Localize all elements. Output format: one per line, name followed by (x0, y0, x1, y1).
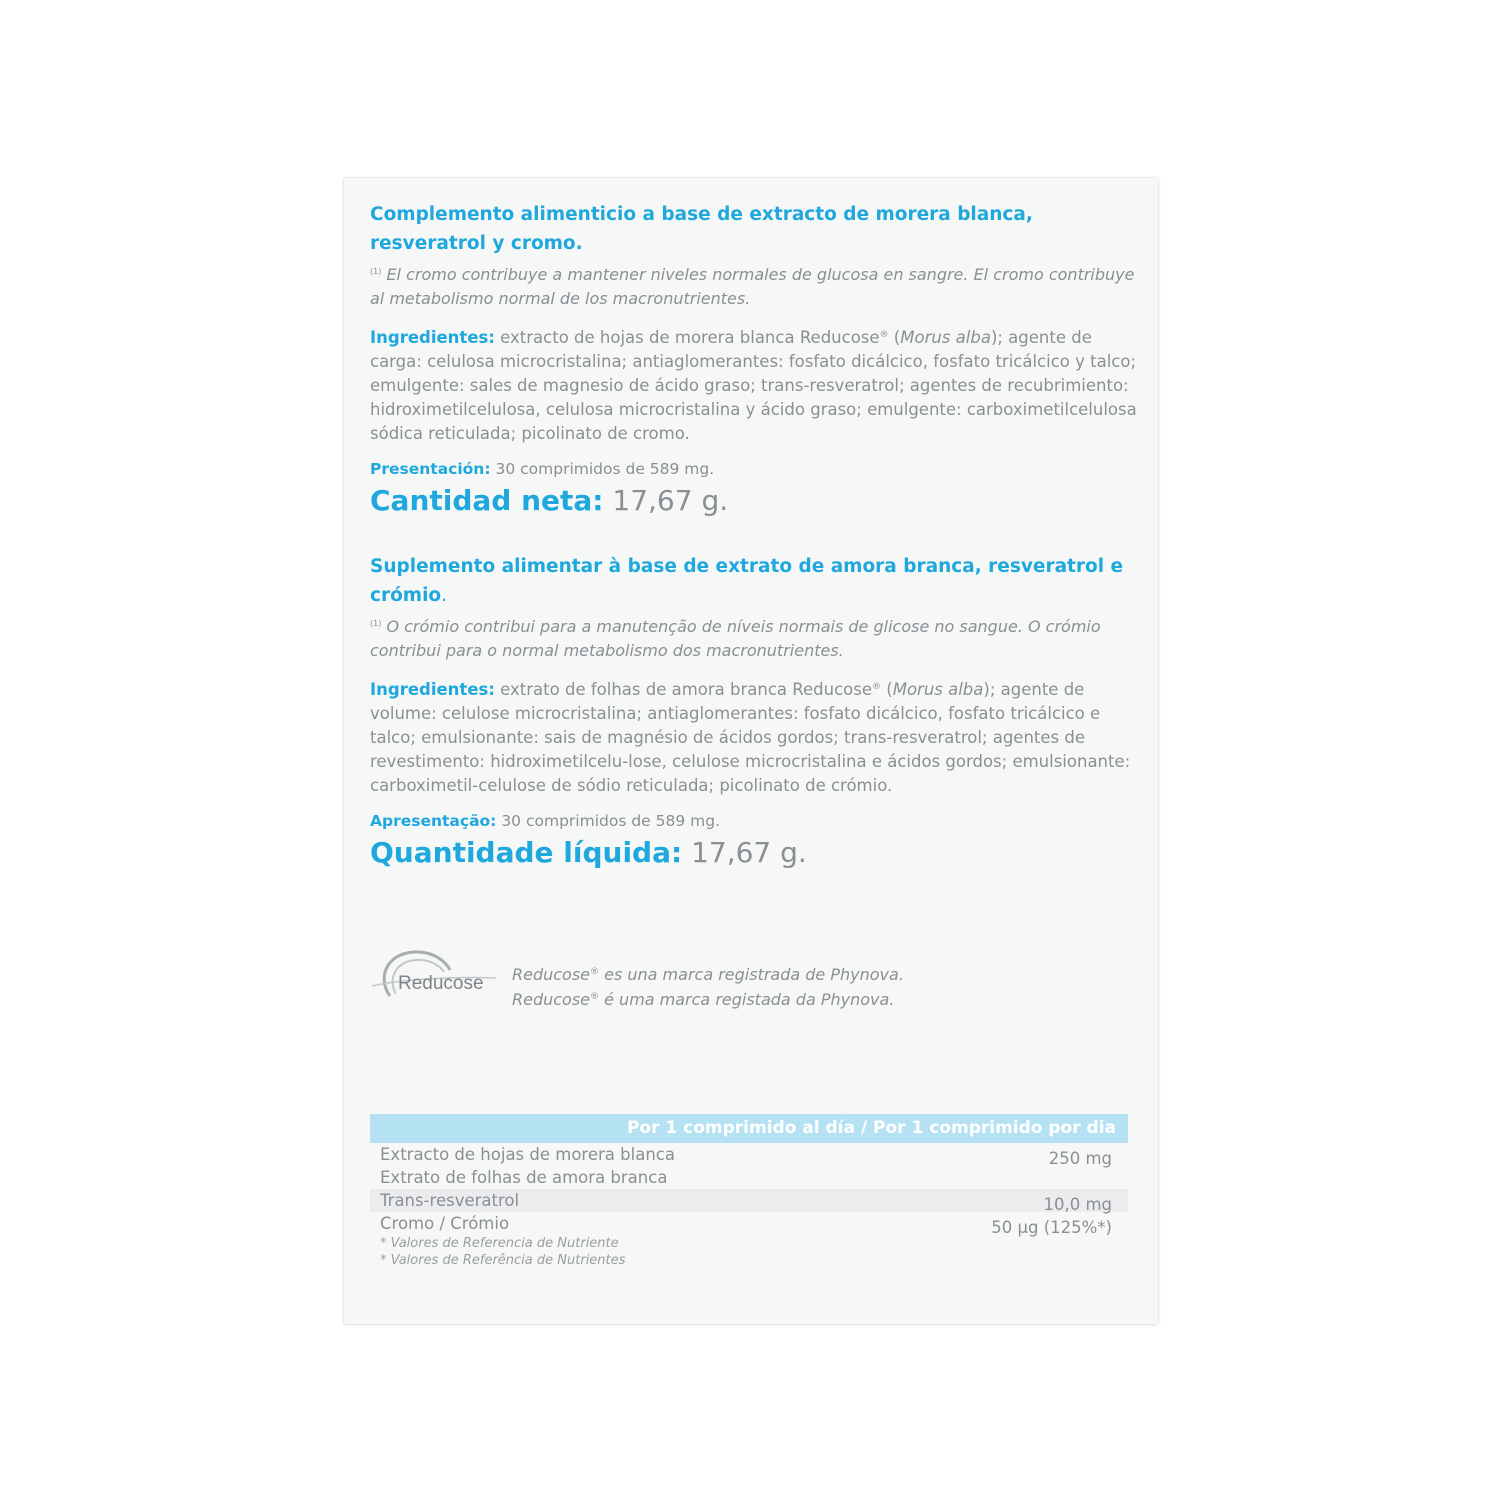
ingredients-text-es-b: ( (888, 328, 901, 347)
net-value-es: 17,67 g. (603, 484, 729, 517)
claim-text-es: El cromo contribuye a mantener niveles normales de glucosa en sangre. El cromo contribuye al metabolismo normal de los macronutrientes. (370, 265, 1135, 308)
health-claim-es (370, 260, 1140, 311)
presentation-label-es: Presentación: (370, 460, 491, 478)
footnote-pt: * Valores de Referência de Nutrientes (380, 1253, 626, 1268)
registered-mark: ® (879, 330, 889, 340)
ingredients-pt (370, 675, 1140, 798)
ingredients-text-pt-a: extrato de folhas de amora branca Reducose (494, 680, 873, 699)
nutrition-row (370, 1166, 1128, 1189)
net-label-pt: Quantidade líquida: (370, 836, 683, 869)
section-es (370, 200, 1140, 520)
claim-mark-es: (1) (370, 267, 382, 276)
nutrition-row (370, 1212, 1128, 1235)
trademark-row (368, 940, 1068, 1010)
section-pt (370, 552, 1140, 872)
trademark-es-text: es una marca registrada de Phynova. (599, 965, 904, 984)
ingredients-text-pt-b: ( (881, 680, 893, 699)
registered-mark: ® (590, 967, 600, 977)
heading-pt (370, 552, 1140, 610)
latin-name-es: Morus alba (900, 328, 991, 347)
footnote-es: * Valores de Referencia de Nutriente (380, 1236, 619, 1251)
ingredients-label-pt: Ingredientes: (370, 680, 495, 699)
nutrition-row (370, 1143, 1128, 1166)
health-claim-pt (370, 612, 1140, 663)
presentation-label-pt: Apresentação: (370, 812, 497, 830)
logo-wordmark: Reducose (398, 973, 484, 994)
reducose-logo (368, 940, 498, 1010)
label-content (370, 200, 1140, 872)
nutrient-value: 10,0 mg (1043, 1195, 1112, 1214)
registered-mark: ® (590, 992, 600, 1002)
trademark-es (512, 961, 904, 986)
nutrition-table-header: Por 1 comprimido al día / Por 1 comprimido por dia (370, 1114, 1128, 1143)
claim-mark-pt: (1) (370, 619, 382, 628)
presentation-value-es: 30 comprimidos de 589 mg. (490, 460, 715, 478)
heading-es: Complemento alimenticio a base de extracto de morera blanca, resveratrol y cromo. (370, 204, 1033, 254)
latin-name-pt: Morus alba (892, 680, 984, 699)
nutrient-name: Extrato de folhas de amora branca (380, 1168, 668, 1187)
trademark-es-brand: Reducose (512, 965, 591, 984)
claim-text-pt: O crómio contribui para a manutenção de níveis normais de glicose no sangue. O crómio contribui para o normal metabolismo dos macronutrientes. (370, 617, 1101, 660)
trademark-pt-text: é uma marca registada da Phynova. (599, 990, 895, 1009)
nutrient-value: 250 mg (1048, 1149, 1112, 1168)
nutrition-row (370, 1189, 1128, 1212)
ingredients-label-es: Ingredientes: (370, 328, 495, 347)
nutrient-name: Extracto de hojas de morera blanca (380, 1145, 675, 1164)
net-quantity-pt (370, 834, 1140, 872)
ingredients-text-pt-c: ); agente de volume: celulose microcristalina; antiaglomerantes: fosfato dicálcico, fosfato tricálcico e talco; emulsionante: sais de magnésio de ácidos gordos; trans-resveratrol; agentes de revestimento: hidroximetilcelu-lose, celulose microcristalina e ácidos gordos; emulsionante: carboximetil-celulose de sódio reticulada; picolinato de crómio. (370, 680, 1131, 795)
heading-pt-text: Suplemento alimentar à base de extrato de amora branca, resveratrol e crómio (370, 556, 1124, 606)
heading-pt-period: . (441, 585, 448, 606)
ingredients-text-es-a: extracto de hojas de morera blanca Reducose (494, 328, 880, 347)
presentation-es (370, 458, 1140, 480)
trademark-text (512, 961, 904, 1011)
net-label-es: Cantidad neta: (370, 484, 604, 517)
nutrient-name: Cromo / Crómio (380, 1214, 510, 1233)
net-value-pt: 17,67 g. (682, 836, 807, 869)
ingredients-es (370, 323, 1140, 446)
net-quantity-es (370, 482, 1140, 520)
trademark-pt-brand: Reducose (512, 990, 591, 1009)
trademark-pt (512, 986, 904, 1011)
registered-mark: ® (872, 682, 882, 692)
presentation-pt (370, 810, 1140, 832)
presentation-value-pt: 30 comprimidos de 589 mg. (496, 812, 720, 830)
nutrient-value: 50 µg (125%*) (991, 1218, 1112, 1237)
nutrition-table (370, 1114, 1128, 1269)
nutrient-name: Trans-resveratrol (380, 1191, 520, 1210)
ingredients-text-es-c: ); agente de carga: celulosa microcristalina; antiaglomerantes: fosfato dicálcico, fosfato tricálcico y talco; emulgente: sales de magnesio de ácido graso; trans-resveratrol; agentes de recubrimiento: hidroximetilcelulosa, celulosa microcristalina y ácido graso; emulgente: carboximetilcelulosa sódica reticulada; picolinato de cromo. (370, 328, 1137, 443)
product-box-back (344, 178, 1158, 1324)
